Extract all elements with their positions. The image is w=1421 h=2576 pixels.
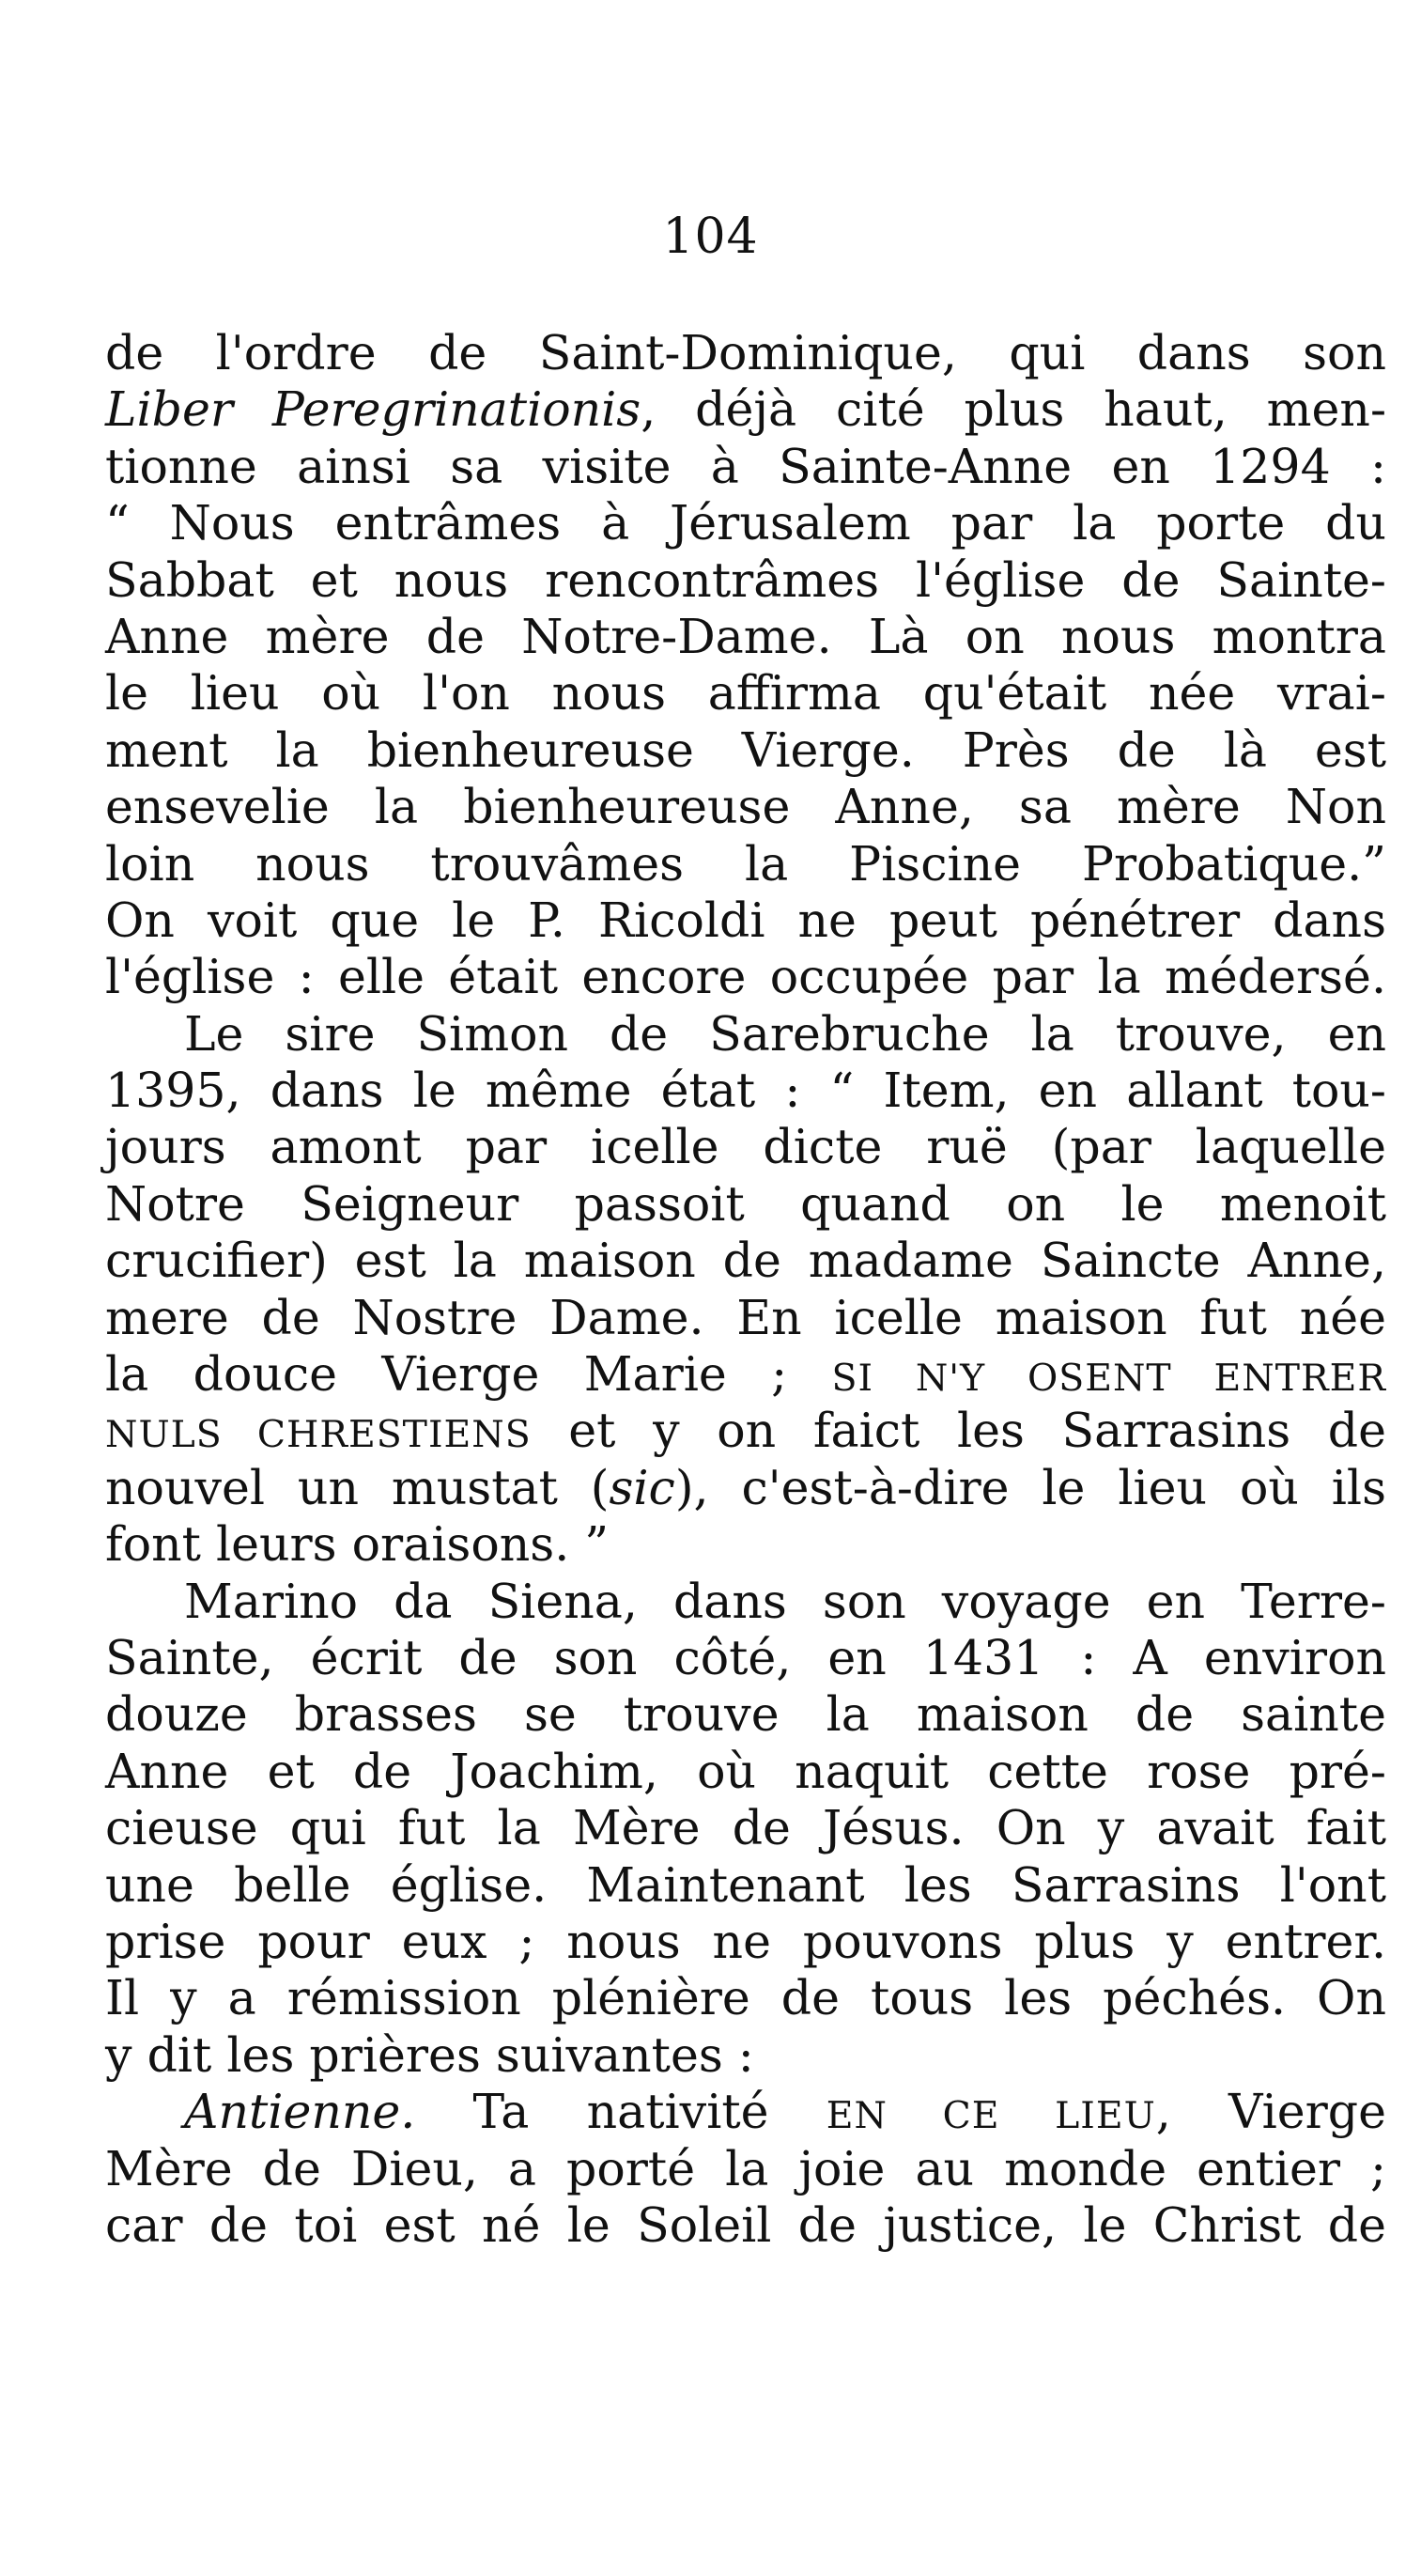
text-line — [105, 1744, 1386, 1800]
text-segment: nouvel un mustat ( — [105, 1459, 610, 1515]
text-segment: Sabbat et nous rencontrâmes l'église de Sainte- — [105, 551, 1386, 608]
text-line — [105, 1574, 1386, 1630]
text-segment: Anne mère de Notre-Dame. Là on nous montra — [105, 608, 1386, 664]
text-line — [105, 836, 1386, 892]
text-segment: Marino da Siena, dans son voyage en Terre- — [184, 1573, 1386, 1629]
text-line — [105, 1006, 1386, 1063]
text-line — [105, 1800, 1386, 1856]
text-segment: et y on faict les Sarrasins de — [531, 1403, 1386, 1459]
italic-text: Antienne. — [184, 2084, 416, 2140]
text-segment: crucifier) est la maison de madame Saincte Anne, — [105, 1233, 1386, 1289]
text-line — [105, 1290, 1386, 1346]
text-line — [105, 1914, 1386, 1970]
text-segment: Mère de Dieu, a porté la joie au monde entier ; — [105, 2140, 1386, 2196]
text-line — [105, 1460, 1386, 1516]
text-segment: l'église : elle était encore occupée par la médersé. — [105, 949, 1386, 1005]
text-line — [105, 1516, 1386, 1573]
text-segment: tionne ainsi sa visite à Sainte-Anne en 1294 : — [105, 438, 1386, 494]
text-segment: Sainte, écrit de son côté, en 1431 : A environ — [105, 1629, 1386, 1685]
text-line — [105, 1857, 1386, 1914]
text-line — [105, 665, 1386, 722]
text-line — [105, 1346, 1386, 1403]
text-line — [105, 2027, 1386, 2084]
text-segment: y dit les prières suivantes : — [105, 2026, 754, 2083]
italic-text: sic — [609, 1459, 675, 1515]
text-line — [105, 1063, 1386, 1119]
text-segment: mere de Nostre Dame. En icelle maison fut née — [105, 1289, 1386, 1345]
text-line — [105, 609, 1386, 665]
text-segment: “ Nous entrâmes à Jérusalem par la porte du — [105, 495, 1386, 551]
text-segment: le lieu où l'on nous affirma qu'était née vrai- — [105, 665, 1386, 722]
text-segment: , Vierge — [1155, 2084, 1386, 2140]
text-line — [105, 1686, 1386, 1743]
small-caps-text: SI N'Y OSENT ENTRER — [831, 1357, 1386, 1401]
text-segment: font leurs oraisons. ” — [105, 1516, 610, 1573]
text-line — [105, 2141, 1386, 2197]
text-line — [105, 2197, 1386, 2254]
text-segment: On voit que le P. Ricoldi ne peut pénétrer dans — [105, 892, 1386, 948]
small-caps-text: NULS CHRESTIENS — [105, 1413, 532, 1457]
text-line — [105, 1970, 1386, 2026]
text-segment: de l'ordre de Saint-Dominique, qui dans son — [105, 325, 1386, 380]
text-segment: Anne et de Joachim, où naquit cette rose pré- — [105, 1743, 1386, 1799]
text-segment: la douce Vierge Marie ; — [105, 1346, 832, 1403]
text-line — [105, 439, 1386, 495]
small-caps-text: EN CE LIEU — [826, 2094, 1156, 2138]
text-line — [105, 779, 1386, 835]
text-line — [105, 1403, 1386, 1459]
text-segment: 1395, dans le même état : “ Item, en allant tou- — [105, 1063, 1386, 1119]
text-segment: ensevelie la bienheureuse Anne, sa mère Non — [105, 779, 1386, 835]
text-line — [105, 722, 1386, 779]
text-line — [105, 495, 1386, 551]
text-line — [105, 1119, 1386, 1175]
text-line — [105, 949, 1386, 1005]
text-segment: Ta nativité — [415, 2084, 826, 2140]
text-segment: car de toi est né le Soleil de justice, le Christ de — [105, 2196, 1386, 2253]
text-line — [105, 892, 1386, 949]
text-segment: une belle église. Maintenant les Sarrasins l'ont — [105, 1856, 1386, 1913]
text-segment: Il y a rémission plénière de tous les péchés. On — [105, 1970, 1386, 2026]
text-line — [105, 381, 1386, 438]
text-segment: ), c'est-à-dire le lieu où ils — [674, 1459, 1386, 1515]
text-line — [105, 1630, 1386, 1686]
text-segment: cieuse qui fut la Mère de Jésus. On y avait fait — [105, 1800, 1386, 1856]
italic-text: Liber Peregrinationis — [105, 381, 641, 438]
text-line — [105, 2084, 1386, 2140]
text-segment: jours amont par icelle dicte ruë (par laquelle — [105, 1119, 1386, 1175]
text-line — [105, 325, 1386, 381]
text-segment: ment la bienheureuse Vierge. Près de là est — [105, 722, 1386, 778]
text-segment: Notre Seigneur passoit quand on le menoit — [105, 1175, 1386, 1232]
text-line — [105, 552, 1386, 609]
page-number: 104 — [662, 209, 759, 265]
text-segment: Le sire Simon de Sarebruche la trouve, en — [184, 1005, 1386, 1062]
text-segment: douze brasses se trouve la maison de sainte — [105, 1686, 1386, 1743]
text-line — [105, 1233, 1386, 1289]
body-text — [105, 325, 1386, 2254]
text-line — [105, 1176, 1386, 1233]
text-segment: , déjà cité plus haut, men- — [641, 381, 1387, 438]
text-segment: loin nous trouvâmes la Piscine Probatique.” — [105, 835, 1386, 892]
text-segment: prise pour eux ; nous ne pouvons plus y entrer. — [105, 1913, 1386, 1969]
